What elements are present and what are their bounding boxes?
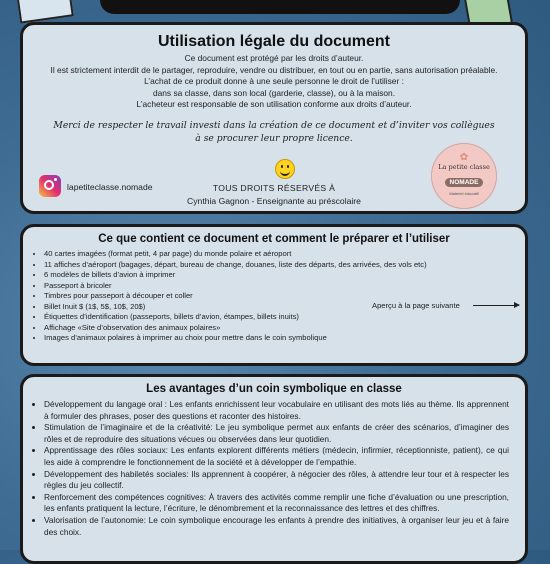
advantages-panel xyxy=(20,374,528,564)
legal-line: Ce document est protégé par les droits d’auteur. xyxy=(184,53,364,63)
legal-usage-panel xyxy=(20,22,528,214)
legal-title: Utilisation légale du document xyxy=(157,33,391,50)
logo-line3: Matériel éducatif xyxy=(449,191,479,196)
list-item: • Étiquettes d’identification (passeports, billets d’avion, étampes, billets inuits) xyxy=(44,312,525,323)
contents-panel xyxy=(20,224,528,366)
instagram-handle[interactable]: lapetiteclasse.nomade xyxy=(67,182,153,192)
thanks-line: Merci de respecter le travail investi dans la création de ce document et d’inviter vos collègues xyxy=(53,119,495,131)
contents-list xyxy=(23,249,525,344)
brand-logo xyxy=(431,143,497,209)
list-item: • Images d’animaux polaires à imprimer au choix pour mettre dans le coin symbolique xyxy=(44,333,525,344)
advantages-list xyxy=(23,399,525,538)
preview-label: Aperçu à la page suivante xyxy=(372,301,460,310)
legal-line: L’acheteur est responsable de son utilisation conforme aux droits d’auteur. xyxy=(136,99,412,109)
rights-label: TOUS DROITS RÉSERVÉS À xyxy=(212,183,336,193)
list-item: • 40 cartes imagées (format petit, 4 par page) du monde polaire et aéroport xyxy=(44,249,525,260)
contents-title: Ce que contient ce document et comment le préparer et l’utiliser xyxy=(98,233,450,245)
legal-line: L’achat de ce produit donne à une seule personne le droit de l’utiliser : xyxy=(144,76,404,86)
flower-icon: ✿ xyxy=(459,152,469,163)
legal-line: Il est strictement interdit de le partager, reproduire, vendre ou distribuer, en tout ou en partie, sans autorisation préalable. xyxy=(50,64,498,75)
list-item: • Timbres pour passeport à découper et coller xyxy=(44,291,525,302)
list-item: • Renforcement des compétences cognitives: À travers des activités comme remplir une fiche d’évaluation ou une prescription, les enfants pratiquent la lecture, l’écriture, le dénombrement et la reconnaissance des lettres et des chiffres. xyxy=(44,492,509,515)
list-item: • Stimulation de l’imaginaire et de la créativité: Le jeu symbolique permet aux enfants de créer des scénarios, d’imaginer des rôles et de reproduire des situations vécues ou observées dans leur quotidien. xyxy=(44,422,509,445)
list-item: • Développement des habiletés sociales: Ils apprennent à coopérer, à négocier des rôles, à attendre leur tour et à respecter les règles du jeu collectif. xyxy=(44,469,509,492)
list-item: • Développement du langage oral : Les enfants enrichissent leur vocabulaire en utilisant des mots liés au thème. Ils apprennent à formuler des phrases, poser des questions et raconter des histoires. xyxy=(44,399,509,422)
list-item: • Affichage «Site d’observation des animaux polaires» xyxy=(44,323,525,334)
legal-line: dans sa classe, dans son local (garderie, classe), ou à la maison. xyxy=(152,87,396,98)
advantages-title: Les avantages d’un coin symbolique en classe xyxy=(146,383,402,395)
list-item: • 6 modèles de billets d’avion à imprimer xyxy=(44,270,525,281)
list-item: • Billet Inuit $ (1$, 5$, 10$, 20$) xyxy=(44,302,525,313)
list-item: • 11 affiches d’aéroport (bagages, départ, bureau de change, douanes, liste des départs, des arrivées, des vols etc) xyxy=(44,260,525,271)
rights-owner: Cynthia Gagnon - Enseignante au préscolaire xyxy=(187,196,361,206)
list-item: • Apprentissage des rôles sociaux: Les enfants explorent différents métiers (médecin, infirmier, réceptionniste, patient), ce qui les aide à comprendre le fonctionnement de la société et à développer de l’empathie. xyxy=(44,445,509,468)
paper-clipart xyxy=(16,0,74,24)
list-item: • Passeport à bricoler xyxy=(44,281,525,292)
arrow-right-icon xyxy=(473,305,519,306)
thanks-text xyxy=(23,119,525,145)
instagram-icon[interactable] xyxy=(39,175,61,197)
smiley-icon xyxy=(275,159,295,179)
legal-text xyxy=(23,53,525,111)
list-item: • Valorisation de l’autonomie: Le coin symbolique encourage les enfants à prendre des initiatives, à organiser leur jeu et à faire des choix. xyxy=(44,515,509,538)
logo-line1: La petite classe xyxy=(438,163,490,171)
top-dark-banner xyxy=(100,0,460,14)
logo-line2: NOMADE xyxy=(445,178,484,187)
thanks-line: à se procurer leur propre licence. xyxy=(195,132,353,144)
